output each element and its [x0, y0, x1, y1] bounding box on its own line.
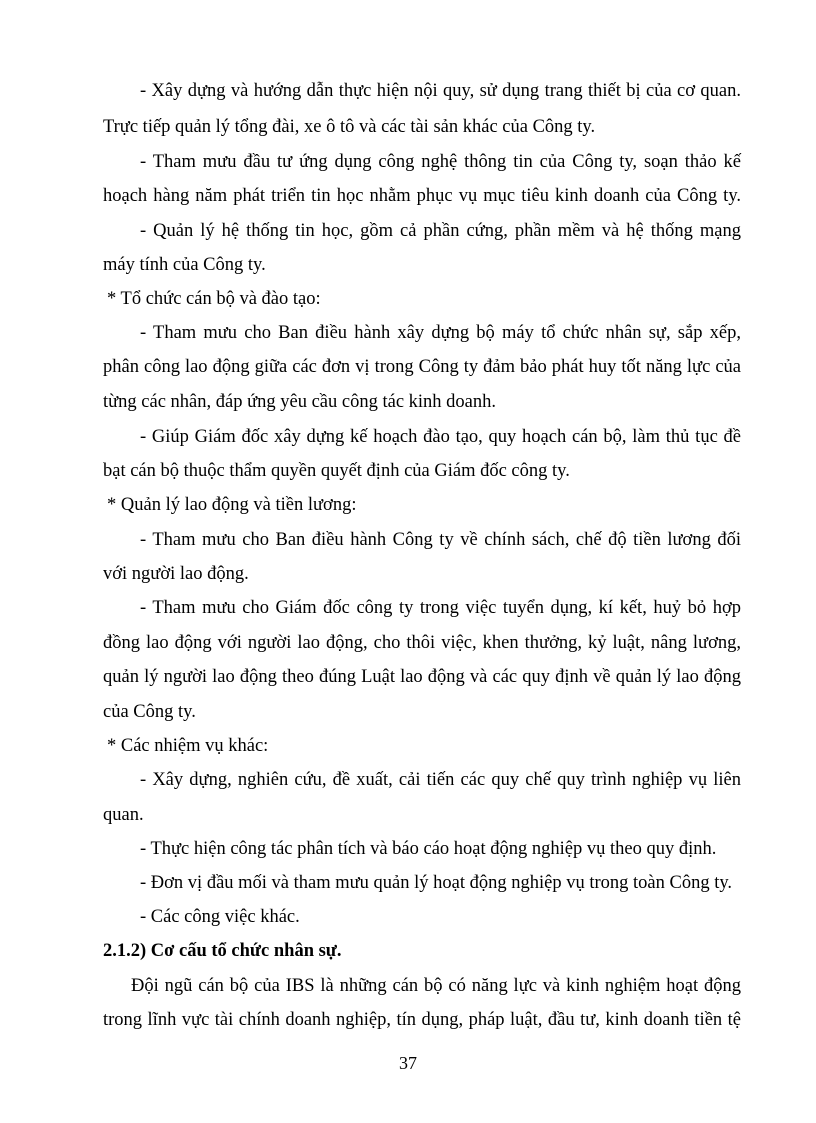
text-line: - Đơn vị đầu mối và tham mưu quản lý hoạt động nghiệp vụ trong toàn Công ty.: [140, 873, 733, 893]
text-line: từng các nhân, đáp ứng yêu cầu công tác kinh doanh.: [103, 392, 497, 412]
text-line: - Xây dựng, nghiên cứu, đề xuất, cải tiến các quy chế quy trình nghiệp vụ liên: [140, 770, 741, 790]
section-heading: * Tổ chức cán bộ và đào tạo:: [107, 289, 321, 309]
text-line: - Quản lý hệ thống tin học, gồm cả phần cứng, phần mềm và hệ thống mạng: [140, 221, 741, 241]
text-line: với người lao động.: [103, 564, 249, 584]
text-line: - Thực hiện công tác phân tích và báo cáo hoạt động nghiệp vụ theo quy định.: [140, 839, 717, 859]
page-number: 37: [399, 1053, 417, 1073]
section-heading: * Quản lý lao động và tiền lương:: [107, 495, 357, 515]
text-line: trong lĩnh vực tài chính doanh nghiệp, tín dụng, pháp luật, đầu tư, kinh doanh tiền tệ: [103, 1010, 741, 1030]
text-line: - Tham mưu cho Giám đốc công ty trong việc tuyển dụng, kí kết, huỷ bỏ hợp: [140, 598, 741, 618]
text-line: - Tham mưu cho Ban điều hành xây dựng bộ máy tổ chức nhân sự, sắp xếp,: [140, 323, 741, 343]
text-line: - Các công việc khác.: [140, 907, 300, 927]
text-line: - Giúp Giám đốc xây dựng kế hoạch đào tạo, quy hoạch cán bộ, làm thủ tục đề: [140, 427, 741, 447]
subsection-title: 2.1.2) Cơ cấu tổ chức nhân sự.: [103, 941, 342, 961]
text-line: phân công lao động giữa các đơn vị trong Công ty đảm bảo phát huy tốt năng lực của: [103, 357, 741, 377]
text-line: Trực tiếp quản lý tổng đài, xe ô tô và các tài sản khác của Công ty.: [103, 117, 596, 137]
text-line: đồng lao động với người lao động, cho thôi việc, khen thưởng, kỷ luật, nâng lương,: [103, 633, 741, 653]
text-line: - Tham mưu đầu tư ứng dụng công nghệ thông tin của Công ty, soạn thảo kế: [140, 152, 741, 172]
section-heading: * Các nhiệm vụ khác:: [107, 736, 269, 756]
text-line: bạt cán bộ thuộc thẩm quyền quyết định của Giám đốc công ty.: [103, 461, 570, 481]
text-line: máy tính của Công ty.: [103, 255, 266, 275]
text-line: - Tham mưu cho Ban điều hành Công ty về chính sách, chế độ tiền lương đối: [140, 530, 741, 550]
text-line: - Xây dựng và hướng dẫn thực hiện nội quy, sử dụng trang thiết bị của cơ quan.: [140, 81, 741, 101]
text-line: quản lý người lao động theo đúng Luật lao động và các quy định về quản lý lao động: [103, 667, 741, 687]
text-line: hoạch hàng năm phát triển tin học nhằm phục vụ mục tiêu kinh doanh của Công ty.: [103, 186, 741, 206]
text-line: Đội ngũ cán bộ của IBS là những cán bộ có năng lực và kinh nghiệm hoạt động: [131, 976, 741, 996]
text-line: quan.: [103, 805, 144, 825]
text-line: của Công ty.: [103, 702, 196, 722]
